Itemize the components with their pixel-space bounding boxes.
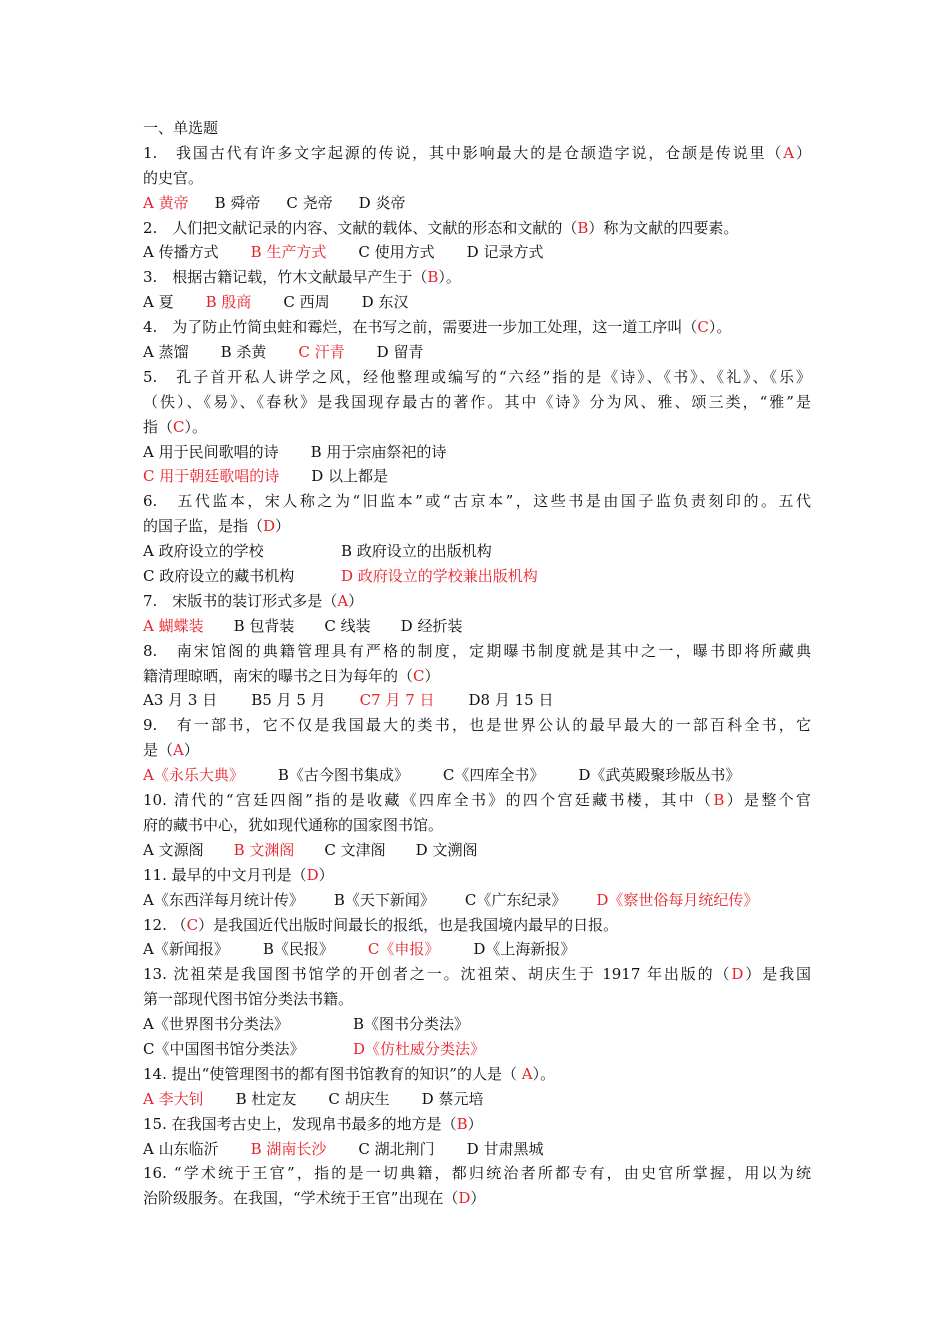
question-5-options-row1 (143, 440, 811, 465)
option-d: D《仿杜威分类法》 (353, 1039, 486, 1058)
question-8-text-cont: 籍清理晾晒，南宋的曝书之日为每年的（C） (143, 666, 440, 685)
option-d: D 炎帝 (358, 193, 406, 212)
option-a: A《永乐大典》 (143, 766, 244, 785)
question-9-options (143, 763, 811, 788)
question-2-options (143, 240, 811, 265)
option-b: B 舜帝 (214, 193, 261, 212)
option-a: A《世界图书分类法》 (143, 1015, 289, 1034)
option-c: C《广东纪录》 (464, 890, 567, 909)
question-13-options-row1 (143, 1012, 811, 1037)
question-1-text-cont: 的史官。 (143, 168, 204, 187)
answer-mark: C (186, 915, 199, 934)
option-b: B《天下新闻》 (333, 890, 435, 909)
option-b: B《图书分类法》 (353, 1015, 470, 1034)
question-14-options (143, 1087, 811, 1112)
question-9-text-cont: 是（A） (143, 741, 199, 760)
option-c: C 使用方式 (358, 243, 435, 262)
answer-mark: A (521, 1064, 533, 1083)
option-c: C 胡庆生 (328, 1089, 390, 1108)
option-a: A 用于民间歌唱的诗 (143, 442, 279, 461)
option-d: D《察世俗每月统纪传》 (596, 890, 759, 909)
option-b: B 生产方式 (250, 243, 327, 262)
option-c: C 用于朝廷歌唱的诗 (143, 467, 280, 486)
option-d: D 文溯阁 (415, 840, 478, 859)
option-d: D 经折装 (400, 616, 463, 635)
question-1-options (143, 191, 811, 216)
answer-mark: B (427, 268, 439, 287)
answer-mark: A (173, 741, 184, 760)
option-c: C《中国图书馆分类法》 (143, 1039, 305, 1058)
question-13-text: 13. 沈祖荣是我国图书馆学的开创者之一。沈祖荣、胡庆生于 1917 年出版的（D）是我国 (143, 965, 811, 984)
option-a: A 政府设立的学校 (143, 542, 264, 561)
option-c: C《四库全书》 (442, 766, 545, 785)
option-d: D 以上都是 (311, 467, 389, 486)
question-7-options (143, 614, 811, 639)
question-15-options (143, 1137, 811, 1162)
question-7-text: 7. 宋版书的装订形式多是（A） (143, 591, 364, 610)
option-d: D8 月 15 日 (468, 691, 554, 710)
option-a: A 蒸馏 (143, 343, 189, 362)
option-b: B 杜定友 (235, 1089, 297, 1108)
question-6-options-row1 (143, 539, 811, 564)
answer-mark: C (173, 417, 185, 436)
option-c: C 西周 (283, 293, 330, 312)
question-11-options (143, 888, 811, 913)
answer-mark: C (413, 666, 425, 685)
option-a: A 黄帝 (143, 193, 189, 212)
option-a: A3 月 3 日 (143, 691, 218, 710)
question-16-text-cont: 治阶级服务。在我国，“学术统于王官”出现在（D） (143, 1189, 486, 1208)
question-4-options (143, 340, 811, 365)
question-12-text: 12. （C）是我国近代出版时间最长的报纸，也是我国境内最早的日报。 (143, 915, 619, 934)
question-6-text-cont: 的国子监，是指（D） (143, 517, 291, 536)
question-8-options (143, 688, 811, 713)
answer-mark: B (713, 791, 725, 810)
question-1-text: 1. 我国古代有许多文字起源的传说，其中影响最大的是仓颉造字说，仓颉是传说里（A） (143, 143, 811, 162)
option-a: A《新闻报》 (143, 940, 229, 959)
option-a: A 蝴蝶装 (143, 616, 204, 635)
answer-mark: A (337, 591, 349, 610)
option-a: A 文源阁 (143, 840, 204, 859)
answer-mark: C (697, 318, 709, 337)
question-13-text-cont: 第一部现代图书馆分类法书籍。 (143, 990, 354, 1009)
question-list (143, 116, 811, 1211)
question-6-text: 6. 五代监本，宋人称之为“旧监本”或“古京本”，这些书是由国子监负责刻印的。五代 (143, 492, 811, 511)
option-a: A 山东临沂 (143, 1139, 219, 1158)
option-b: B《古今图书集成》 (277, 766, 409, 785)
option-c: C 尧帝 (286, 193, 333, 212)
option-d: D 蔡元培 (421, 1089, 484, 1108)
option-c: C 文津阁 (324, 840, 386, 859)
option-d: D 留青 (376, 343, 424, 362)
option-c: C《申报》 (367, 940, 440, 959)
question-12-options (143, 937, 811, 962)
question-8-text: 8. 南宋馆阁的典籍管理具有严格的制度，定期曝书制度就是其中之一，曝书即将所藏典 (143, 641, 811, 660)
question-14-text: 14. 提出“使管理图书的都有图书馆教育的知识”的人是（ A）。 (143, 1064, 556, 1083)
question-5-text-cont: （佚）、《易》、《春秋》是我国现存最古的著作。其中《诗》分为风、雅、颂三类，“雅”是 (143, 392, 811, 411)
option-b: B 包背装 (233, 616, 295, 635)
option-b: B 杀黄 (220, 343, 267, 362)
option-d: D 记录方式 (466, 243, 544, 262)
option-c: C 线装 (324, 616, 371, 635)
option-a: A 传播方式 (143, 243, 219, 262)
question-3-text: 3. 根据古籍记载，竹木文献最早产生于（B）。 (143, 268, 461, 287)
option-c: C7 月 7 日 (359, 691, 435, 710)
option-b: B《民报》 (262, 940, 334, 959)
question-10-text: 10. 清代的“宫廷四阁”指的是收藏《四库全书》的四个宫廷藏书楼，其中（B）是整个官 (143, 791, 811, 810)
question-15-text: 15. 在我国考古史上，发现帛书最多的地方是（B） (143, 1114, 483, 1133)
answer-mark: D (731, 965, 744, 984)
question-6-options-row2 (143, 564, 811, 589)
option-d: D 政府设立的学校兼出版机构 (341, 567, 538, 586)
question-16-text: 16. “学术统于王官”，指的是一切典籍，都归统治者所都专有，由史官所掌握，用以为统 (143, 1164, 811, 1183)
option-b: B 殷商 (205, 293, 252, 312)
question-4-text: 4. 为了防止竹简虫蛀和霉烂，在书写之前，需要进一步加工处理，这一道工序叫（C）。 (143, 318, 732, 337)
question-3-options (143, 290, 811, 315)
option-d: D《上海新报》 (473, 940, 576, 959)
option-a: A 夏 (143, 293, 174, 312)
section-title: 一、单选题 (143, 119, 219, 137)
option-b: B 湖南长沙 (250, 1139, 327, 1158)
option-b: B 用于宗庙祭祀的诗 (310, 442, 447, 461)
question-13-options-row2 (143, 1037, 811, 1062)
option-a: A《东西洋每月统计传》 (143, 890, 304, 909)
question-9-text: 9. 有一部书，它不仅是我国最大的类书，也是世界公认的最早最大的一部百科全书，它 (143, 716, 811, 735)
answer-mark: D (458, 1189, 471, 1208)
option-d: D《武英殿聚珍版丛书》 (578, 766, 741, 785)
question-10-options (143, 838, 811, 863)
option-c: C 汗青 (298, 343, 345, 362)
answer-mark: D (306, 865, 319, 884)
answer-mark: D (263, 517, 276, 536)
question-11-text: 11. 最早的中文月刊是（D） (143, 865, 334, 884)
question-10-text-cont: 府的藏书中心，犹如现代通称的国家图书馆。 (143, 815, 444, 834)
question-2-text: 2. 人们把文献记录的内容、文献的载体、文献的形态和文献的（B）称为文献的四要素。 (143, 218, 739, 237)
answer-mark: B (456, 1114, 468, 1133)
question-5-text: 5. 孔子首开私人讲学之风，经他整理或编写的“六经”指的是《诗》、《书》、《礼》、《乐》 (143, 367, 811, 386)
option-d: D 东汉 (361, 293, 409, 312)
question-5-text-end: 指（C）。 (143, 417, 208, 436)
question-5-options-row2 (143, 464, 811, 489)
option-b: B 政府设立的出版机构 (341, 542, 492, 561)
option-c: C 政府设立的藏书机构 (143, 567, 295, 586)
answer-mark: B (577, 218, 589, 237)
option-d: D 甘肃黑城 (466, 1139, 544, 1158)
option-c: C 湖北荆门 (358, 1139, 435, 1158)
answer-mark: A (783, 143, 795, 162)
option-a: A 李大钊 (143, 1089, 204, 1108)
option-b: B 文渊阁 (233, 840, 295, 859)
option-b: B5 月 5 月 (251, 691, 326, 710)
